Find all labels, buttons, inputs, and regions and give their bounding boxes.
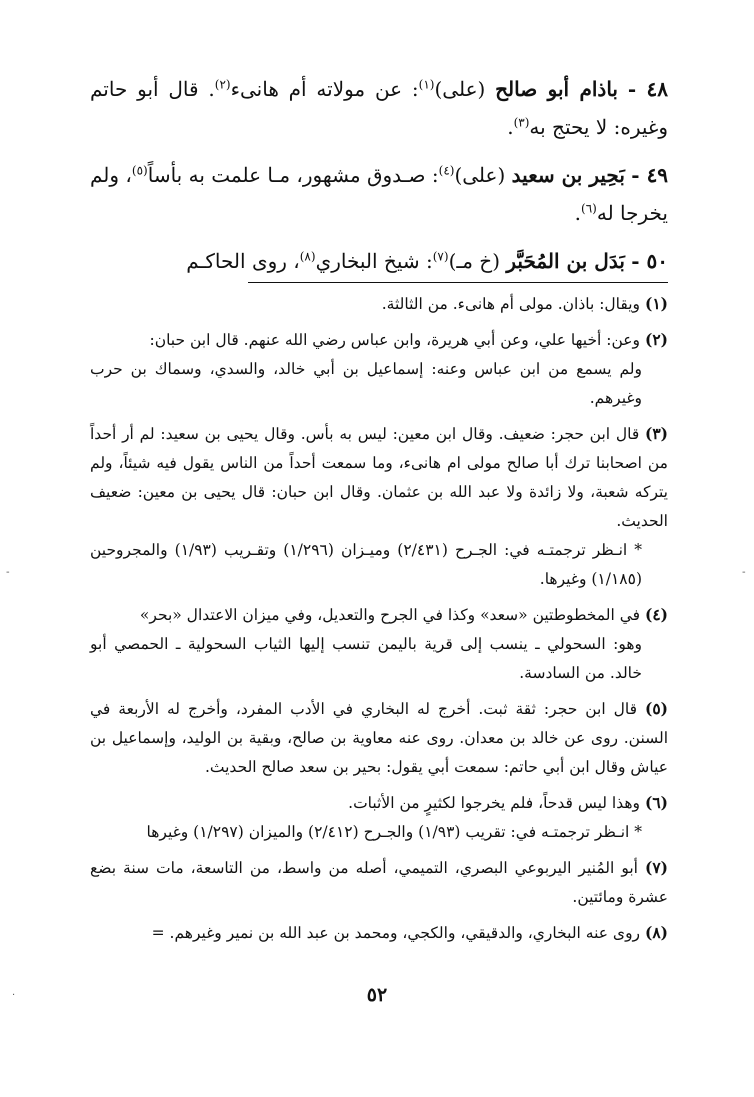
footnote-text: * انـظر ترجمتـه في: الجـرح (٢/٤٣١) وميـزان (١/٢٩٦) وتقـريب (١/٩٣) والمجروحين (١/١٨٥) وغيرها. [90, 541, 642, 588]
entry-number: ٤٨ - [627, 77, 669, 101]
footnote-ref[interactable]: (٣) [513, 115, 530, 130]
scan-mark: · [12, 990, 16, 1001]
footnote-text: قال ابن حجر: ضعيف. وقال ابن معين: ليس به بأس. وقال يحيى بن سعيد: لم أر أحداً من اصحابنا ترك أبا صالح مولى ام هانىء، وما سمعت أحداً من الناس يقول فيه شيئاً، ولم يتركه شعبة، ولا زائدة ولا عبد الله بن عثمان. وقال ابن حبان: قال يحيى بن معين: ضعيف الحديث. [90, 425, 668, 530]
narrator-name: بَحِير بن سعيد [511, 163, 625, 187]
footnote-text: وعن: أخيها علي، وعن أبي هريرة، وابن عباس رضي الله عنهم. قال ابن حبان: [149, 331, 641, 349]
entry-text: : صـدوق مشهور، مـا علمت به بأساً [147, 163, 439, 187]
entry-text: : شيخ البخاري [315, 249, 433, 273]
footnote-ref[interactable]: (١) [418, 77, 435, 92]
footnote-ref[interactable]: (٢) [214, 77, 231, 92]
entry-end: . [507, 115, 514, 139]
footnote-7 [90, 853, 668, 912]
entry-50 [90, 242, 668, 280]
footnote-4 [90, 600, 668, 688]
entry-text: ، ولم يخرجا له [90, 163, 668, 225]
footnote-text: وهو: السحولي ـ ينسب إلى قرية باليمن تنسب إليها الثياب السحولية ـ الحمصي أبو خالد. من السادسة. [90, 635, 642, 682]
source-tag: (على) [454, 163, 506, 187]
footnote-text: ولم يسمع من ابن عباس وعنه: إسماعيل بن أبي خالد، والسدي، وسماك بن حرب وغيرهم. [90, 360, 642, 407]
footnote-2 [90, 325, 668, 413]
footnote-ref[interactable]: (٤) [438, 163, 455, 178]
entry-text: : عن مولاته أم هانىء [230, 77, 419, 101]
narrator-name: بَدَل بن المُحَبَّر [506, 249, 625, 273]
document-page [90, 70, 668, 954]
footnote-text: أبو المُنير اليربوعي البصري، التميمي، أصله من واسط، من التاسعة، مات سنة بضع عشرة ومائتين. [90, 859, 668, 906]
footnote-5 [90, 694, 668, 782]
footnote-text: روى عنه البخاري، والدقيقي، والكجي، ومحمد بن عبد الله بن نمير وغيرهم. = [151, 924, 641, 942]
entry-number: ٤٩ - [631, 163, 669, 187]
footnote-1 [90, 289, 668, 319]
footnote-number: (٨) [644, 923, 668, 942]
footnote-separator [248, 282, 668, 283]
footnote-number: (٣) [645, 424, 669, 443]
footnote-8 [90, 918, 668, 948]
entry-48 [90, 70, 668, 146]
source-tag: (على) [434, 77, 486, 101]
narrator-name: باذام أبو صالح [495, 77, 619, 101]
footnote-text: ويقال: باذان. مولى أم هانىء. من الثالثة. [381, 295, 641, 313]
entry-number: ٥٠ - [631, 249, 668, 273]
footnote-number: (٦) [644, 793, 668, 812]
footnote-ref[interactable]: (٥) [131, 163, 148, 178]
footnote-number: (٢) [644, 330, 668, 349]
entry-end: . [574, 201, 582, 225]
footnote-number: (٧) [644, 858, 668, 877]
scan-mark: - [6, 567, 10, 578]
entry-49 [90, 156, 668, 232]
footnote-number: (١) [644, 294, 668, 313]
entry-text: ، روى الحاكـم [186, 249, 300, 273]
footnote-3 [90, 419, 668, 594]
page-number: ٥٢ [366, 984, 388, 1006]
footnote-text: في المخطوطتين «سعد» وكذا في الجرح والتعديل، وفي ميزان الاعتدال «بحر» [139, 606, 641, 624]
footnote-number: (٥) [644, 699, 668, 718]
entry-text: . قال أبو حاتم وغيره: لا يحتج به [90, 77, 668, 139]
footnote-6 [90, 788, 668, 847]
footnote-ref[interactable]: (٦) [581, 201, 597, 216]
scan-mark: - [742, 567, 746, 578]
footnote-ref[interactable]: (٨) [299, 249, 316, 264]
footnote-text: وهذا ليس قدحاً، فلم يخرجوا لكثيرٍ من الأثبات. [348, 794, 641, 812]
footnote-ref[interactable]: (٧) [432, 249, 449, 264]
footnote-text: قال ابن حجر: ثقة ثبت. أخرج له البخاري في الأدب المفرد، وأخرج له الأربعة في السنن. روى عن خالد بن معدان. روى عنه معاوية بن صالح، وبقية بن الوليد، وإسماعيل بن عياش وقال ابن أبي حاتم: سمعت أبي يقول: بحير بن سعد صالح الحديث. [90, 700, 668, 776]
footnote-number: (٤) [644, 605, 668, 624]
source-tag: (خ مـ) [448, 249, 501, 273]
footnote-text: * انـظر ترجمتـه في: تقريب (١/٩٣) والجـرح (٢/٤١٢) والميزان (١/٢٩٧) وغيرها [146, 823, 642, 841]
